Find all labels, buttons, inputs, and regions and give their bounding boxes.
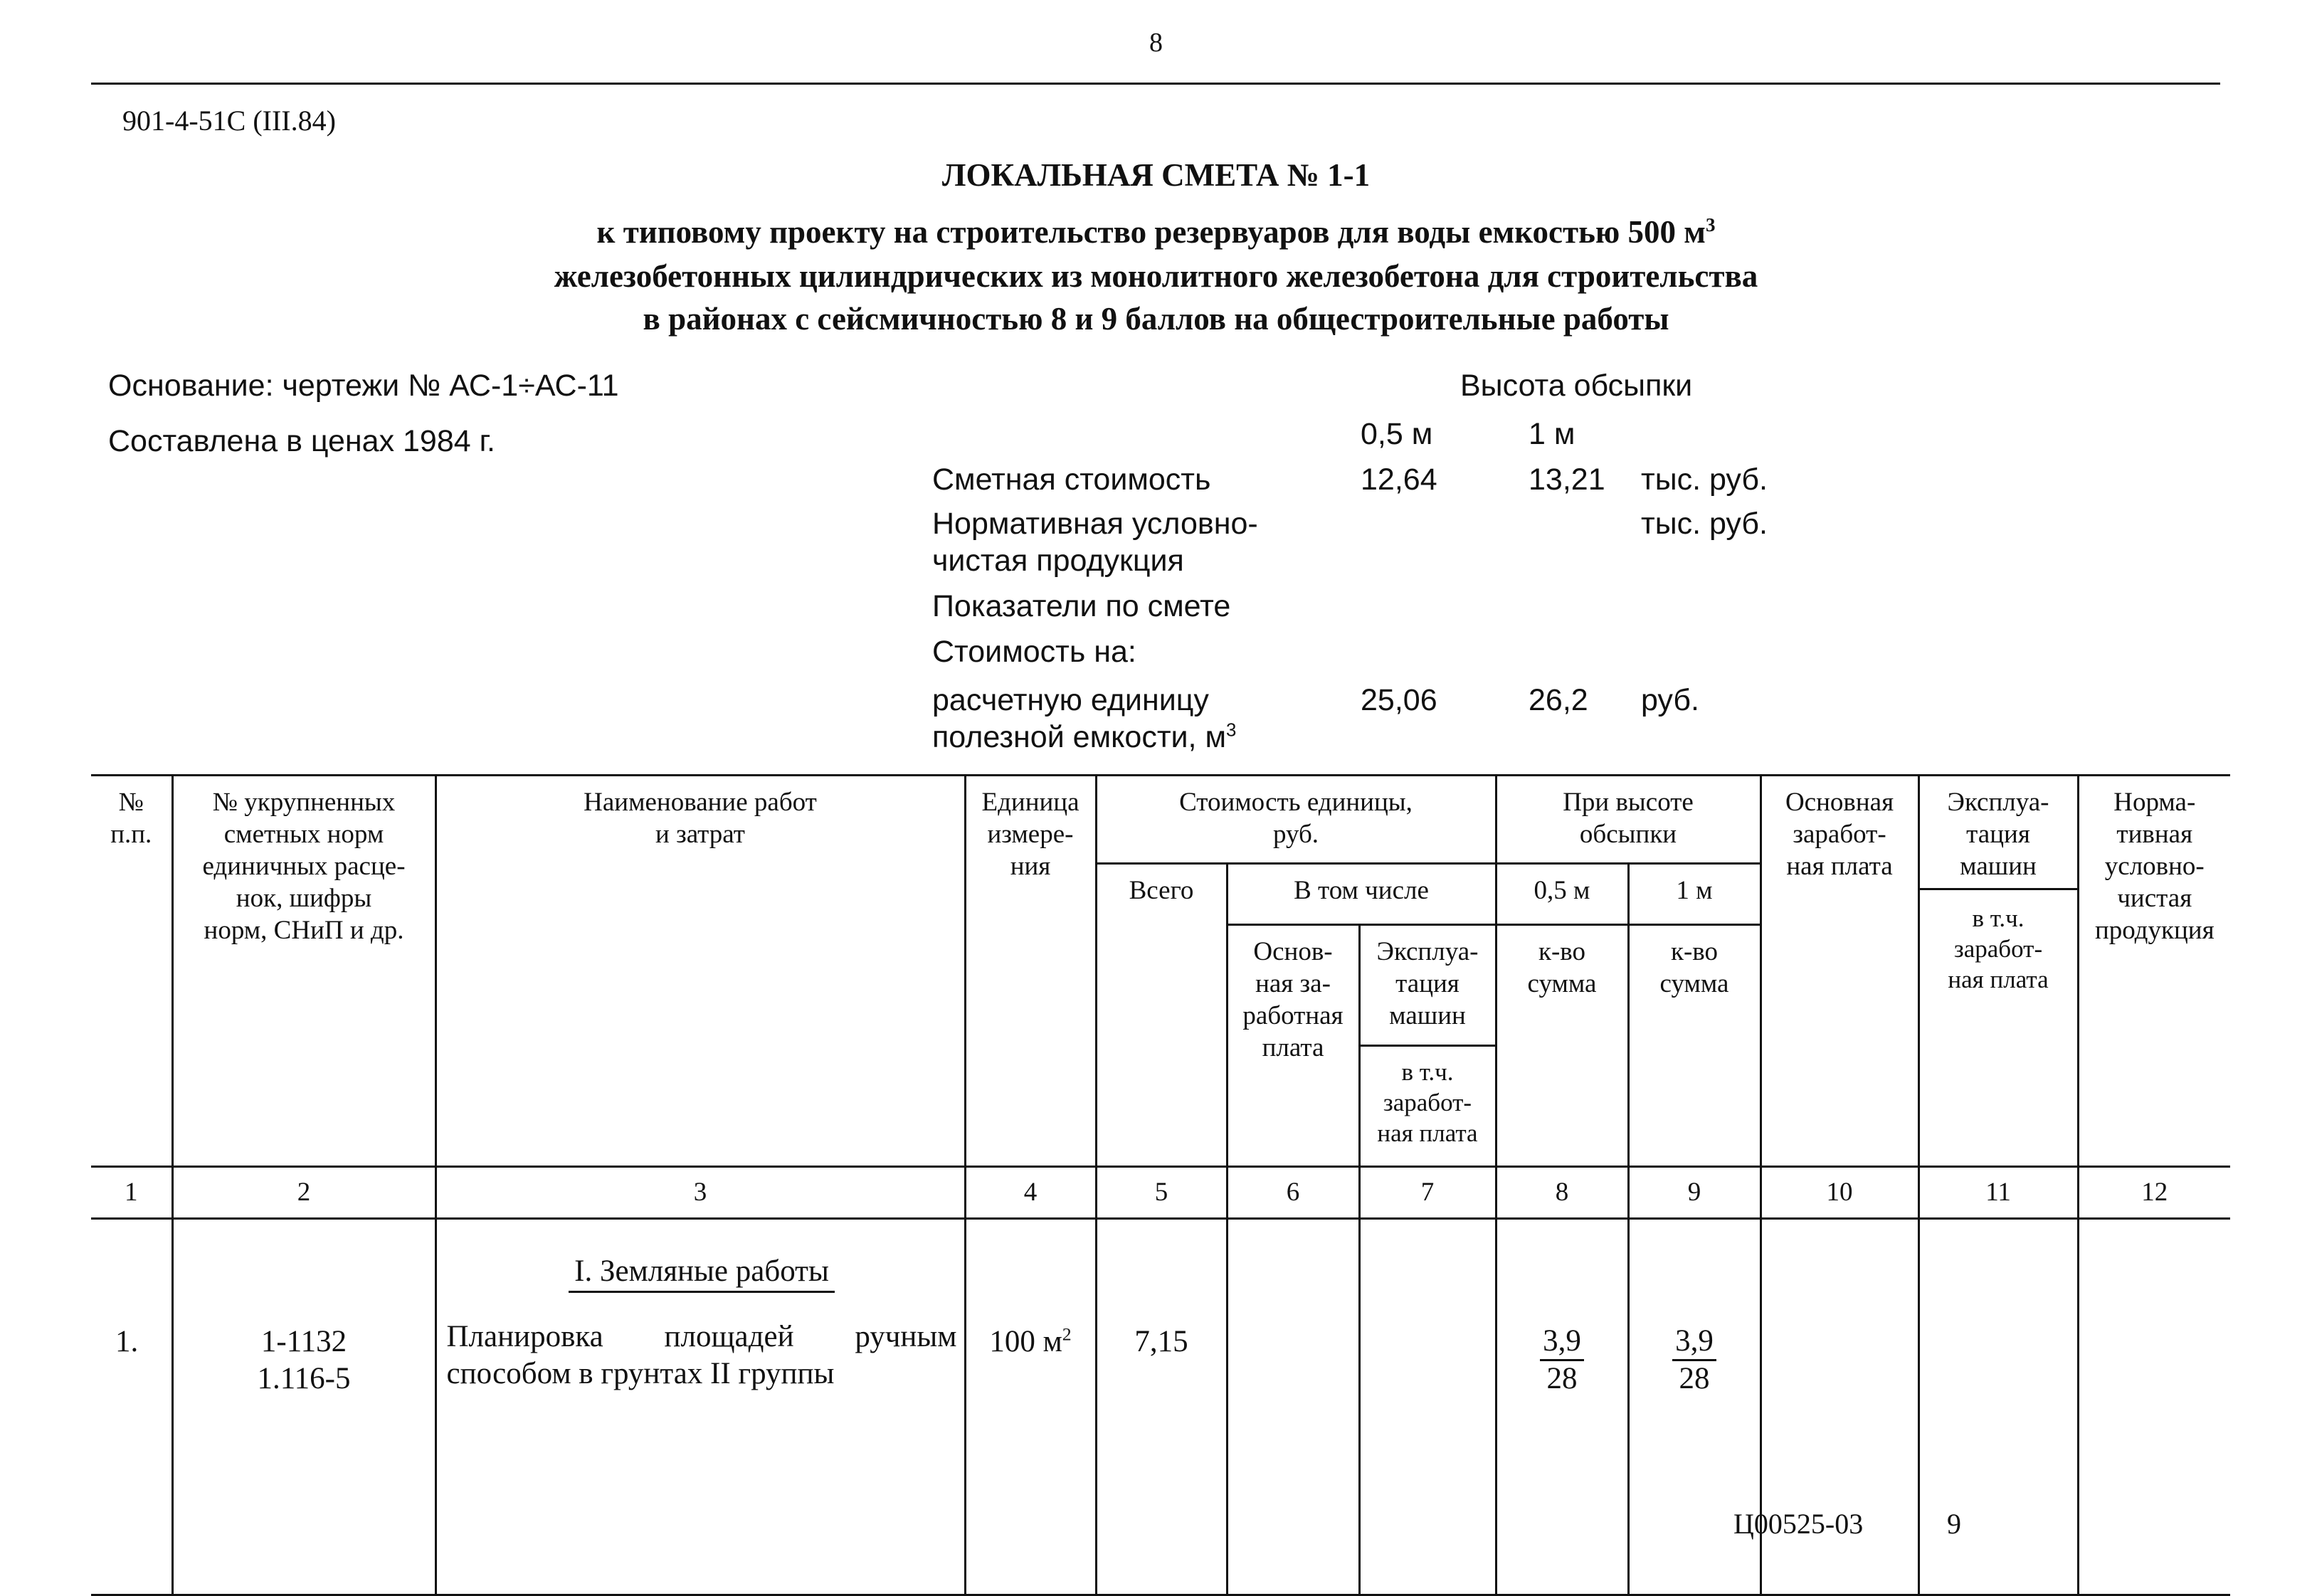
col-header-including: В том числе (1227, 864, 1496, 925)
col-header-base-wage: Основная заработ- ная плата (1761, 776, 1918, 1167)
basis-drawings: Основание: чертежи № АС-1÷АС-11 (108, 369, 619, 403)
col-header-number: № п.п. (91, 776, 172, 1167)
height-col-1: 1 м (1529, 417, 1575, 451)
row-height-1: $\frac{3,9}{28}$ (1628, 1219, 1761, 1595)
estimate-title: ЛОКАЛЬНАЯ СМЕТА № 1-1 (941, 157, 1371, 193)
col-header-height-1: 1 м (1628, 864, 1761, 925)
row-work-name: I. Земляные работы Планировка площадей ручным способом в грунтах II группы (436, 1219, 965, 1595)
unit-cost-label-line-2: полезной емкости, $м^3$ (932, 720, 1237, 754)
cost-per-label: Стоимость на: (932, 635, 1136, 669)
col-header-net-production: Норма- тивная условно- чистая продукция (2078, 776, 2230, 1167)
column-number: 11 (1918, 1167, 2078, 1219)
indicators-label: Показатели по смете (932, 589, 1231, 623)
column-number: 4 (965, 1167, 1096, 1219)
estimate-table (91, 774, 2230, 1596)
unit-cost-label-line-1: расчетную единицу (932, 683, 1209, 717)
col-header-height-05: 0,5 м (1496, 864, 1628, 925)
col-header-machine-operation: Эксплуа- тация машин в т.ч. заработ- ная плата (1918, 776, 2078, 1167)
column-number: 12 (2078, 1167, 2230, 1219)
net-production-label-line-1: Нормативная условно- (932, 507, 1258, 541)
page-number: 8 (1149, 28, 1163, 58)
top-rule (91, 83, 2220, 85)
estimated-cost-unit: тыс. руб. (1641, 463, 1768, 497)
row-machine-total (1918, 1219, 2078, 1595)
estimated-cost-1: 13,21 (1529, 463, 1605, 497)
height-col-05: 0,5 м (1361, 417, 1433, 451)
estimate-subtitle-line-2: железобетонных цилиндрических из монолитного железобетона для строительства (554, 258, 1758, 294)
price-basis: Составлена в ценах 1984 г. (108, 424, 496, 458)
col-header-qty-sum-05: к-во сумма (1496, 925, 1628, 1167)
table-row (91, 1219, 2230, 1595)
column-number: 10 (1761, 1167, 1918, 1219)
unit-cost-unit: руб. (1641, 683, 1699, 717)
estimate-subtitle-line-1: к типовому проекту на строительство резервуаров для воды емкостью 500 $м^3$ (596, 214, 1716, 250)
col-header-work-name: Наименование работ и затрат (436, 776, 965, 1167)
estimated-cost-label: Сметная стоимость (932, 463, 1211, 497)
col-header-machine-wage-sub: в т.ч. заработ- ная плата (1359, 1046, 1496, 1167)
row-net-production (2078, 1219, 2230, 1595)
column-number: 1 (91, 1167, 172, 1219)
section-title: I. Земляные работы (569, 1252, 835, 1293)
col-header-unit: Единица измере- ния (965, 776, 1096, 1167)
footer-page-number: 9 (1947, 1508, 1961, 1540)
row-number: 1. (91, 1219, 172, 1595)
col-header-base-wage-sub: Основ- ная за- работная плата (1227, 925, 1359, 1167)
col-header-qty-sum-1: к-во сумма (1628, 925, 1761, 1167)
estimate-subtitle-line-3: в районах с сейсмичностью 8 и 9 баллов на общестроительные работы (643, 301, 1669, 337)
column-number: 6 (1227, 1167, 1359, 1219)
row-base-wage (1227, 1219, 1359, 1595)
net-production-unit: тыс. руб. (1641, 507, 1768, 541)
net-production-label-line-2: чистая продукция (932, 544, 1184, 578)
col-header-machine-sub: Эксплуа- тация машин (1359, 925, 1496, 1046)
col-header-norm-codes: № укрупненных сметных норм единичных расце- нок, шифры норм, СНиП и др. (172, 776, 436, 1167)
backfill-height-label: Высота обсыпки (1460, 369, 1693, 403)
unit-cost-05: 25,06 (1361, 683, 1437, 717)
row-unit: 100 $м^2$ (965, 1219, 1096, 1595)
row-total-cost: 7,15 (1096, 1219, 1227, 1595)
column-number: 7 (1359, 1167, 1496, 1219)
row-height-05: $\frac{3,9}{28}$ (1496, 1219, 1628, 1595)
row-machine-operation (1359, 1219, 1496, 1595)
column-number: 3 (436, 1167, 965, 1219)
unit-cost-1: 26,2 (1529, 683, 1588, 717)
row-norm-codes: 1-1132 1.116-5 (172, 1219, 436, 1595)
column-number: 9 (1628, 1167, 1761, 1219)
column-number: 5 (1096, 1167, 1227, 1219)
col-header-unit-cost-group: Стоимость единицы, руб. (1096, 776, 1496, 864)
estimated-cost-05: 12,64 (1361, 463, 1437, 497)
col-header-total: Всего (1096, 864, 1227, 1167)
column-number: 8 (1496, 1167, 1628, 1219)
footer-code: Ц00525-03 (1733, 1508, 1864, 1540)
col-header-backfill-group: При высоте обсыпки (1496, 776, 1761, 864)
column-number: 2 (172, 1167, 436, 1219)
document-code: 901-4-51С (III.84) (122, 105, 336, 137)
